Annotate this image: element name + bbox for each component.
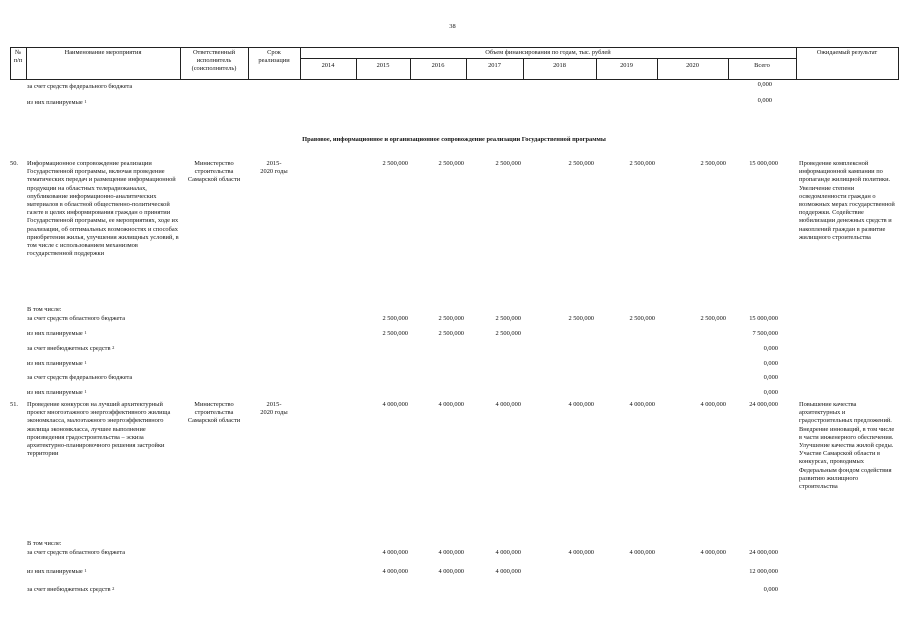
value-cell: 4 000,000 (495, 549, 521, 556)
header-result: Ожидаемый результат (816, 49, 878, 56)
row-label: из них планируемые $^1$ (27, 99, 87, 106)
item-result: Проведение комплексной информационной кампании по пропаганде жилищной политики. Увеличение степени осведомленности граждан о возможных мерах государственной поддержки. Содействие мобилизации денежных средств и накоплений граждан в развитие жилищного строительства (799, 160, 895, 241)
header-year: 2017 (488, 62, 501, 69)
header-executor: Ответственный исполнитель (соисполнитель) (191, 49, 237, 73)
item-executor: Министерство строительства Самарской области (187, 160, 241, 184)
header-year: 2014 (321, 62, 335, 69)
value-total: 7 500,000 (752, 330, 778, 337)
row-label: из них планируемые $^1$ (27, 568, 87, 575)
value-cell: 4 000,000 (629, 549, 655, 556)
value-cell: 4 000,000 (495, 401, 521, 408)
value-total: 12 000,000 (749, 568, 778, 575)
header-top-line (10, 47, 899, 48)
value-cell: 4 000,000 (438, 549, 464, 556)
value-cell: 4 000,000 (495, 568, 521, 575)
item-name: Информационное сопровождение реализации Государственной программы, включая проведение тематических передач и размещение информационной продукции на областных телерадиоканалах, опубликование информационно-аналитических материалов в областной общественно-политической газете в целях информирования граждан о принятии Государственной программы, ее мероприятиях, ходе их реализации, об оптимальных возможностях и способах приобретения жилья, улучшения жилищных условий, в том числе с использованием механизмов государственной поддержки (27, 160, 179, 258)
header-financing: Объем финансирования по годам, тыс. рублей (485, 49, 611, 56)
header-year: 2016 (431, 62, 445, 69)
value-cell: 4 000,000 (382, 568, 408, 575)
header-vline (898, 47, 899, 80)
value-cell: 2 500,000 (629, 315, 655, 322)
row-label: из них планируемые $^1$ (27, 330, 87, 337)
value-cell: 4 000,000 (629, 401, 655, 408)
value-cell: 2 500,000 (568, 160, 594, 167)
value-cell: 4 000,000 (568, 549, 594, 556)
value-total: 0,000 (763, 360, 778, 367)
header-year: 2020 (686, 62, 699, 69)
item-number: 51. (10, 401, 18, 408)
value-cell: 2 500,000 (495, 160, 521, 167)
value-cell: 4 000,000 (438, 568, 464, 575)
value-cell: 2 500,000 (629, 160, 655, 167)
value-cell: 2 500,000 (700, 160, 726, 167)
incl-label: В том числе: (27, 306, 62, 313)
item-term: 2015- 2020 годы (260, 160, 288, 176)
value-cell: 4 000,000 (382, 549, 408, 556)
header-year: 2019 (620, 62, 633, 69)
value-cell: 4 000,000 (568, 401, 594, 408)
header-num: № п/п (13, 49, 23, 65)
value-cell: 2 500,000 (495, 315, 521, 322)
value-cell: 2 500,000 (382, 315, 408, 322)
value-cell: 2 500,000 (438, 315, 464, 322)
header-term: Срок реализации (258, 49, 290, 65)
item-result: Повышение качества архитектурных и градостроительных предложений. Внедрение инноваций, в том числе в части инженерного обеспечения. Улучшение качества жилой среды. Участие Самарской области в конкурсах, проводимых Федеральным фондом содействия развитию жилищного строительства (799, 401, 895, 491)
row-label: из них планируемые $^1$ (27, 389, 87, 396)
row-label: за счет средств областного бюджета (27, 315, 126, 322)
value-cell: 4 000,000 (382, 401, 408, 408)
header-year-total: Всего (754, 62, 770, 69)
row-total: 0,000 (757, 81, 772, 88)
value-total: 24 000,000 (749, 401, 778, 408)
value-cell: 2 500,000 (382, 160, 408, 167)
value-total: 0,000 (763, 374, 778, 381)
row-label: за счет средств федерального бюджета (27, 83, 133, 90)
value-cell: 2 500,000 (438, 330, 464, 337)
row-total: 0,000 (757, 97, 772, 104)
header-year: 2015 (376, 62, 390, 69)
value-cell: 2 500,000 (568, 315, 594, 322)
value-total: 0,000 (763, 345, 778, 352)
value-cell: 2 500,000 (495, 330, 521, 337)
value-total: 0,000 (763, 586, 778, 593)
incl-label: В том числе: (27, 540, 62, 547)
value-cell: 2 500,000 (700, 315, 726, 322)
value-cell: 4 000,000 (438, 401, 464, 408)
page-number: 38 (449, 23, 456, 30)
item-number: 50. (10, 160, 18, 167)
row-label: за счет внебюджетных средств $^2$ (27, 345, 115, 352)
header-year: 2018 (553, 62, 566, 69)
value-total: 0,000 (763, 389, 778, 396)
item-executor: Министерство строительства Самарской области (187, 401, 241, 425)
value-cell: 4 000,000 (700, 549, 726, 556)
value-cell: 2 500,000 (438, 160, 464, 167)
value-total: 24 000,000 (749, 549, 778, 556)
value-total: 15 000,000 (749, 315, 778, 322)
item-name: Проведение конкурсов на лучший архитектурный проект многоэтажного энергоэффективного жилища экономкласса, малоэтажного энергоэффективного жилища экономкласса, лучшее выполнение произведения градостроительства – эскиза архитектурно-планировочного решения застройки территории (27, 401, 171, 458)
section-title: Правовое, информационное и организационное сопровождение реализации Государственной программы (302, 136, 606, 143)
header-mid-line (300, 58, 796, 59)
value-cell: 2 500,000 (382, 330, 408, 337)
item-term: 2015- 2020 годы (260, 401, 288, 417)
row-label: за счет внебюджетных средств $^2$ (27, 586, 115, 593)
row-label: за счет средств областного бюджета (27, 549, 126, 556)
header-name: Наименование мероприятия (64, 49, 142, 56)
header-bottom-line (10, 79, 899, 80)
value-total: 15 000,000 (749, 160, 778, 167)
row-label: из них планируемые $^1$ (27, 360, 87, 367)
row-label: за счет средств федерального бюджета (27, 374, 133, 381)
value-cell: 4 000,000 (700, 401, 726, 408)
